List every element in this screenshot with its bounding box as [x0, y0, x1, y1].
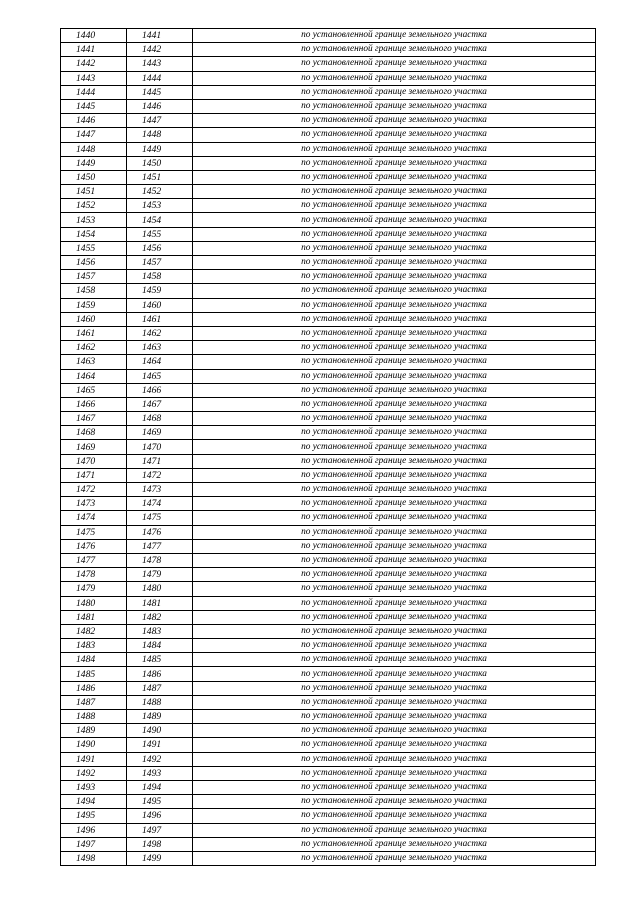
point-to-cell: 1476 [127, 525, 193, 539]
boundary-table [60, 28, 596, 866]
point-to-cell: 1441 [127, 29, 193, 43]
point-from-cell: 1475 [61, 525, 127, 539]
point-from-cell: 1471 [61, 468, 127, 482]
table-row [61, 851, 596, 865]
point-to-cell: 1461 [127, 312, 193, 326]
point-to-cell: 1467 [127, 397, 193, 411]
boundary-description-cell: по установленной границе земельного участка [193, 128, 596, 142]
point-from-cell: 1490 [61, 738, 127, 752]
boundary-description-cell: по установленной границе земельного участка [193, 440, 596, 454]
point-to-cell: 1469 [127, 426, 193, 440]
point-to-cell: 1442 [127, 43, 193, 57]
point-from-cell: 1465 [61, 383, 127, 397]
table-row [61, 553, 596, 567]
boundary-description-cell: по установленной границе земельного участка [193, 610, 596, 624]
point-to-cell: 1498 [127, 837, 193, 851]
boundary-description-cell: по установленной границе земельного участка [193, 185, 596, 199]
point-from-cell: 1489 [61, 724, 127, 738]
point-to-cell: 1448 [127, 128, 193, 142]
point-from-cell: 1440 [61, 29, 127, 43]
boundary-description-cell: по установленной границе земельного участка [193, 851, 596, 865]
point-to-cell: 1471 [127, 454, 193, 468]
table-row [61, 355, 596, 369]
point-to-cell: 1479 [127, 568, 193, 582]
point-from-cell: 1477 [61, 553, 127, 567]
boundary-description-cell: по установленной границе земельного участка [193, 468, 596, 482]
boundary-description-cell: по установленной границе земельного участка [193, 99, 596, 113]
point-from-cell: 1441 [61, 43, 127, 57]
table-row [61, 71, 596, 85]
point-from-cell: 1448 [61, 142, 127, 156]
table-row [61, 766, 596, 780]
point-to-cell: 1494 [127, 780, 193, 794]
point-to-cell: 1468 [127, 412, 193, 426]
point-from-cell: 1453 [61, 213, 127, 227]
boundary-description-cell: по установленной границе земельного участка [193, 270, 596, 284]
table-row [61, 454, 596, 468]
table-row [61, 270, 596, 284]
table-row [61, 142, 596, 156]
point-from-cell: 1467 [61, 412, 127, 426]
table-row [61, 639, 596, 653]
boundary-description-cell: по установленной границе земельного участка [193, 653, 596, 667]
point-to-cell: 1478 [127, 553, 193, 567]
table-row [61, 809, 596, 823]
point-to-cell: 1447 [127, 114, 193, 128]
boundary-description-cell: по установленной границе земельного участка [193, 213, 596, 227]
point-to-cell: 1487 [127, 681, 193, 695]
table-row [61, 99, 596, 113]
point-from-cell: 1478 [61, 568, 127, 582]
table-row [61, 341, 596, 355]
boundary-description-cell: по установленной границе земельного участка [193, 29, 596, 43]
point-to-cell: 1491 [127, 738, 193, 752]
point-to-cell: 1497 [127, 823, 193, 837]
boundary-description-cell: по установленной границе земельного участка [193, 256, 596, 270]
table-row [61, 43, 596, 57]
point-from-cell: 1480 [61, 596, 127, 610]
table-row [61, 298, 596, 312]
point-from-cell: 1444 [61, 85, 127, 99]
point-to-cell: 1486 [127, 667, 193, 681]
point-to-cell: 1472 [127, 468, 193, 482]
point-from-cell: 1464 [61, 369, 127, 383]
boundary-description-cell: по установленной границе земельного участка [193, 397, 596, 411]
boundary-description-cell: по установленной границе земельного участка [193, 483, 596, 497]
table-row [61, 511, 596, 525]
point-from-cell: 1484 [61, 653, 127, 667]
table-row [61, 525, 596, 539]
boundary-description-cell: по установленной границе земельного участка [193, 568, 596, 582]
point-from-cell: 1488 [61, 710, 127, 724]
point-to-cell: 1451 [127, 170, 193, 184]
point-to-cell: 1449 [127, 142, 193, 156]
point-to-cell: 1464 [127, 355, 193, 369]
table-row [61, 681, 596, 695]
table-row [61, 426, 596, 440]
boundary-description-cell: по установленной границе земельного участка [193, 227, 596, 241]
point-to-cell: 1493 [127, 766, 193, 780]
point-to-cell: 1463 [127, 341, 193, 355]
table-row [61, 738, 596, 752]
point-to-cell: 1446 [127, 99, 193, 113]
point-to-cell: 1443 [127, 57, 193, 71]
point-from-cell: 1454 [61, 227, 127, 241]
table-row [61, 369, 596, 383]
point-from-cell: 1456 [61, 256, 127, 270]
point-from-cell: 1442 [61, 57, 127, 71]
boundary-table-body [61, 29, 596, 866]
point-to-cell: 1466 [127, 383, 193, 397]
table-row [61, 284, 596, 298]
table-row [61, 653, 596, 667]
point-from-cell: 1451 [61, 185, 127, 199]
point-from-cell: 1446 [61, 114, 127, 128]
point-to-cell: 1490 [127, 724, 193, 738]
table-row [61, 227, 596, 241]
boundary-description-cell: по установленной границе земельного участка [193, 780, 596, 794]
point-from-cell: 1483 [61, 639, 127, 653]
boundary-description-cell: по установленной границе земельного участка [193, 823, 596, 837]
table-row [61, 57, 596, 71]
boundary-description-cell: по установленной границе земельного участка [193, 582, 596, 596]
point-from-cell: 1459 [61, 298, 127, 312]
point-to-cell: 1458 [127, 270, 193, 284]
point-to-cell: 1462 [127, 326, 193, 340]
point-from-cell: 1470 [61, 454, 127, 468]
point-from-cell: 1495 [61, 809, 127, 823]
point-to-cell: 1474 [127, 497, 193, 511]
table-row [61, 610, 596, 624]
table-row [61, 823, 596, 837]
point-from-cell: 1497 [61, 837, 127, 851]
point-to-cell: 1488 [127, 695, 193, 709]
boundary-description-cell: по установленной границе земельного участка [193, 241, 596, 255]
boundary-description-cell: по установленной границе земельного участка [193, 298, 596, 312]
table-row [61, 483, 596, 497]
boundary-description-cell: по установленной границе земельного участка [193, 284, 596, 298]
point-to-cell: 1477 [127, 539, 193, 553]
boundary-description-cell: по установленной границе земельного участка [193, 57, 596, 71]
table-row [61, 383, 596, 397]
boundary-description-cell: по установленной границе земельного участка [193, 199, 596, 213]
table-row [61, 795, 596, 809]
boundary-description-cell: по установленной границе земельного участка [193, 114, 596, 128]
point-from-cell: 1443 [61, 71, 127, 85]
table-row [61, 667, 596, 681]
boundary-description-cell: по установленной границе земельного участка [193, 369, 596, 383]
point-from-cell: 1474 [61, 511, 127, 525]
point-from-cell: 1492 [61, 766, 127, 780]
table-row [61, 837, 596, 851]
boundary-description-cell: по установленной границе земельного участка [193, 170, 596, 184]
boundary-description-cell: по установленной границе земельного участка [193, 553, 596, 567]
point-from-cell: 1496 [61, 823, 127, 837]
point-to-cell: 1496 [127, 809, 193, 823]
point-from-cell: 1460 [61, 312, 127, 326]
table-row [61, 695, 596, 709]
point-from-cell: 1457 [61, 270, 127, 284]
point-from-cell: 1462 [61, 341, 127, 355]
point-to-cell: 1459 [127, 284, 193, 298]
point-from-cell: 1463 [61, 355, 127, 369]
point-from-cell: 1485 [61, 667, 127, 681]
point-from-cell: 1458 [61, 284, 127, 298]
point-from-cell: 1493 [61, 780, 127, 794]
table-row [61, 539, 596, 553]
boundary-description-cell: по установленной границе земельного участка [193, 539, 596, 553]
point-to-cell: 1455 [127, 227, 193, 241]
point-from-cell: 1445 [61, 99, 127, 113]
point-from-cell: 1473 [61, 497, 127, 511]
table-row [61, 326, 596, 340]
boundary-description-cell: по установленной границе земельного участка [193, 596, 596, 610]
point-from-cell: 1466 [61, 397, 127, 411]
boundary-description-cell: по установленной границе земельного участка [193, 525, 596, 539]
point-to-cell: 1480 [127, 582, 193, 596]
boundary-description-cell: по установленной границе земельного участка [193, 426, 596, 440]
boundary-description-cell: по установленной границе земельного участка [193, 85, 596, 99]
boundary-description-cell: по установленной границе земельного участка [193, 312, 596, 326]
point-to-cell: 1452 [127, 185, 193, 199]
table-row [61, 624, 596, 638]
point-from-cell: 1498 [61, 851, 127, 865]
table-row [61, 397, 596, 411]
point-to-cell: 1456 [127, 241, 193, 255]
point-to-cell: 1484 [127, 639, 193, 653]
point-to-cell: 1499 [127, 851, 193, 865]
table-row [61, 128, 596, 142]
point-to-cell: 1470 [127, 440, 193, 454]
boundary-description-cell: по установленной границе земельного участка [193, 624, 596, 638]
table-row [61, 114, 596, 128]
boundary-description-cell: по установленной границе земельного участка [193, 156, 596, 170]
point-to-cell: 1492 [127, 752, 193, 766]
table-row [61, 199, 596, 213]
boundary-description-cell: по установленной границе земельного участка [193, 710, 596, 724]
boundary-description-cell: по установленной границе земельного участка [193, 71, 596, 85]
point-from-cell: 1461 [61, 326, 127, 340]
point-from-cell: 1491 [61, 752, 127, 766]
point-to-cell: 1482 [127, 610, 193, 624]
point-from-cell: 1450 [61, 170, 127, 184]
point-to-cell: 1475 [127, 511, 193, 525]
boundary-description-cell: по установленной границе земельного участка [193, 142, 596, 156]
boundary-description-cell: по установленной границе земельного участка [193, 341, 596, 355]
boundary-description-cell: по установленной границе земельного участка [193, 43, 596, 57]
boundary-description-cell: по установленной границе земельного участка [193, 383, 596, 397]
table-row [61, 497, 596, 511]
boundary-description-cell: по установленной границе земельного участка [193, 809, 596, 823]
boundary-description-cell: по установленной границе земельного участка [193, 667, 596, 681]
table-row [61, 780, 596, 794]
table-row [61, 710, 596, 724]
point-to-cell: 1485 [127, 653, 193, 667]
point-from-cell: 1476 [61, 539, 127, 553]
table-row [61, 568, 596, 582]
point-from-cell: 1486 [61, 681, 127, 695]
table-row [61, 185, 596, 199]
point-from-cell: 1481 [61, 610, 127, 624]
point-from-cell: 1468 [61, 426, 127, 440]
point-to-cell: 1450 [127, 156, 193, 170]
boundary-description-cell: по установленной границе земельного участка [193, 639, 596, 653]
point-to-cell: 1483 [127, 624, 193, 638]
boundary-description-cell: по установленной границе земельного участка [193, 681, 596, 695]
table-row [61, 241, 596, 255]
document-page [60, 28, 596, 866]
table-row [61, 582, 596, 596]
table-row [61, 724, 596, 738]
point-to-cell: 1489 [127, 710, 193, 724]
table-row [61, 596, 596, 610]
boundary-description-cell: по установленной границе земельного участка [193, 454, 596, 468]
point-to-cell: 1457 [127, 256, 193, 270]
table-row [61, 29, 596, 43]
point-to-cell: 1481 [127, 596, 193, 610]
boundary-description-cell: по установленной границе земельного участка [193, 724, 596, 738]
boundary-description-cell: по установленной границе земельного участка [193, 326, 596, 340]
boundary-description-cell: по установленной границе земельного участка [193, 511, 596, 525]
boundary-description-cell: по установленной границе земельного участка [193, 766, 596, 780]
boundary-description-cell: по установленной границе земельного участка [193, 695, 596, 709]
table-row [61, 85, 596, 99]
point-to-cell: 1460 [127, 298, 193, 312]
point-from-cell: 1455 [61, 241, 127, 255]
point-to-cell: 1473 [127, 483, 193, 497]
boundary-description-cell: по установленной границе земельного участка [193, 355, 596, 369]
boundary-description-cell: по установленной границе земельного участка [193, 497, 596, 511]
table-row [61, 256, 596, 270]
boundary-description-cell: по установленной границе земельного участка [193, 795, 596, 809]
point-from-cell: 1452 [61, 199, 127, 213]
point-from-cell: 1472 [61, 483, 127, 497]
point-to-cell: 1453 [127, 199, 193, 213]
table-row [61, 440, 596, 454]
point-to-cell: 1444 [127, 71, 193, 85]
point-from-cell: 1494 [61, 795, 127, 809]
point-from-cell: 1449 [61, 156, 127, 170]
table-row [61, 412, 596, 426]
boundary-description-cell: по установленной границе земельного участка [193, 412, 596, 426]
point-from-cell: 1447 [61, 128, 127, 142]
table-row [61, 213, 596, 227]
boundary-description-cell: по установленной границе земельного участка [193, 837, 596, 851]
point-to-cell: 1445 [127, 85, 193, 99]
point-to-cell: 1495 [127, 795, 193, 809]
boundary-description-cell: по установленной границе земельного участка [193, 738, 596, 752]
boundary-description-cell: по установленной границе земельного участка [193, 752, 596, 766]
point-to-cell: 1454 [127, 213, 193, 227]
table-row [61, 468, 596, 482]
point-to-cell: 1465 [127, 369, 193, 383]
point-from-cell: 1482 [61, 624, 127, 638]
point-from-cell: 1469 [61, 440, 127, 454]
table-row [61, 752, 596, 766]
table-row [61, 312, 596, 326]
point-from-cell: 1479 [61, 582, 127, 596]
point-from-cell: 1487 [61, 695, 127, 709]
table-row [61, 156, 596, 170]
table-row [61, 170, 596, 184]
